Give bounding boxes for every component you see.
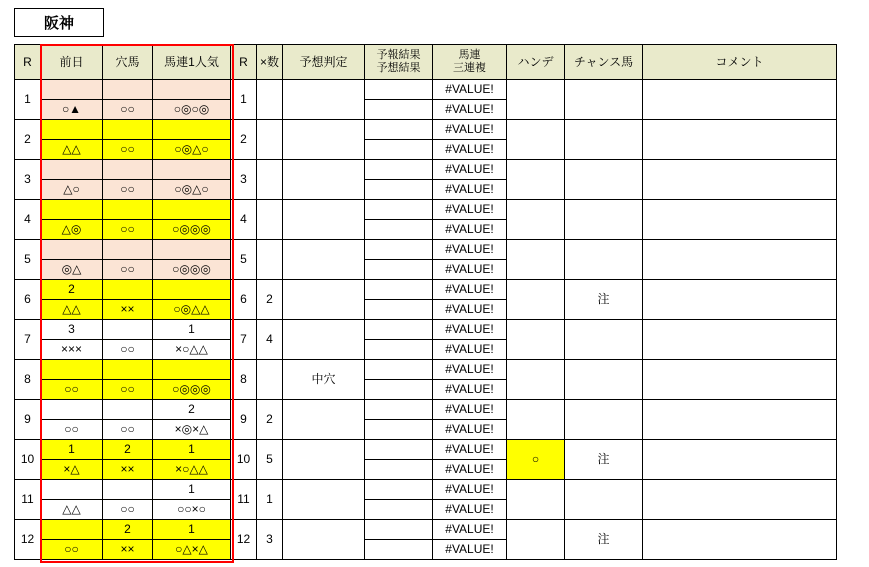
header-yohou-kekka-line2: 予想結果 — [376, 62, 421, 74]
cell-banren-marks[interactable]: ○△×△ — [153, 540, 231, 560]
table-row — [15, 280, 837, 300]
cell-sanrenpuku-value: #VALUE! — [433, 340, 507, 360]
cell-race-number: 5 — [15, 240, 41, 280]
cell-x-count[interactable]: 2 — [257, 400, 283, 440]
table-row — [15, 400, 837, 420]
cell-race-number-2: 11 — [231, 480, 257, 520]
cell-zenjitsu-count[interactable] — [41, 240, 103, 260]
cell-yosou-hantei[interactable] — [283, 200, 365, 240]
cell-x-count[interactable] — [257, 200, 283, 240]
cell-comment[interactable] — [643, 240, 837, 280]
cell-yohou-kekka[interactable] — [365, 80, 433, 100]
cell-zenjitsu-marks[interactable]: ○○ — [41, 540, 103, 560]
cell-sanrenpuku-value: #VALUE! — [433, 180, 507, 200]
cell-yohou-kekka[interactable] — [365, 500, 433, 520]
cell-race-number-2: 1 — [231, 80, 257, 120]
cell-anauma-count[interactable] — [103, 160, 153, 180]
cell-comment[interactable] — [643, 440, 837, 480]
race-table — [14, 44, 837, 560]
cell-zenjitsu-marks[interactable]: ××× — [41, 340, 103, 360]
cell-x-count[interactable]: 2 — [257, 280, 283, 320]
cell-hande[interactable] — [507, 120, 565, 160]
cell-hande[interactable]: ○ — [507, 440, 565, 480]
table-row — [15, 320, 837, 340]
cell-banren-value: #VALUE! — [433, 240, 507, 260]
table-row — [15, 160, 837, 180]
cell-banren-value: #VALUE! — [433, 80, 507, 100]
header-banren: 馬連 — [458, 49, 481, 62]
cell-banren-value: #VALUE! — [433, 200, 507, 220]
cell-zenjitsu-marks[interactable]: △△ — [41, 140, 103, 160]
cell-yosou-hantei[interactable] — [283, 240, 365, 280]
cell-yosou-hantei[interactable]: 中穴 — [283, 360, 365, 400]
cell-banren-value: #VALUE! — [433, 320, 507, 340]
cell-yosou-hantei[interactable] — [283, 280, 365, 320]
cell-yohou-kekka[interactable] — [365, 320, 433, 340]
cell-anauma-marks[interactable]: ×× — [103, 540, 153, 560]
cell-anauma-marks[interactable]: ○○ — [103, 380, 153, 400]
cell-chance-uma[interactable] — [565, 240, 643, 280]
cell-zenjitsu-count[interactable]: 1 — [41, 440, 103, 460]
header-x-suu: ×数 — [257, 45, 283, 80]
cell-chance-uma[interactable] — [565, 480, 643, 520]
header-r2: R — [231, 45, 257, 80]
cell-race-number-2: 10 — [231, 440, 257, 480]
table-row — [15, 360, 837, 380]
table-body — [15, 80, 837, 560]
cell-banren-count[interactable] — [153, 280, 231, 300]
cell-race-number: 3 — [15, 160, 41, 200]
cell-race-number: 9 — [15, 400, 41, 440]
cell-anauma-count[interactable] — [103, 240, 153, 260]
cell-x-count[interactable]: 4 — [257, 320, 283, 360]
cell-yohou-kekka[interactable] — [365, 340, 433, 360]
cell-chance-uma[interactable] — [565, 120, 643, 160]
cell-race-number-2: 12 — [231, 520, 257, 560]
cell-sanrenpuku-value: #VALUE! — [433, 380, 507, 400]
cell-sanrenpuku-value: #VALUE! — [433, 540, 507, 560]
table-row — [15, 200, 837, 220]
cell-yohou-kekka[interactable] — [365, 280, 433, 300]
cell-banren-count[interactable]: 2 — [153, 400, 231, 420]
sheet-title-box — [14, 8, 104, 37]
cell-chance-uma[interactable] — [565, 200, 643, 240]
cell-race-number-2: 4 — [231, 200, 257, 240]
cell-banren-value: #VALUE! — [433, 280, 507, 300]
table-header-row — [15, 45, 837, 80]
cell-comment[interactable] — [643, 320, 837, 360]
cell-zenjitsu-marks[interactable]: ◎△ — [41, 260, 103, 280]
cell-banren-count[interactable]: 1 — [153, 480, 231, 500]
cell-banren-marks[interactable]: ○◎△○ — [153, 180, 231, 200]
header-zenjitsu: 前日 — [41, 45, 103, 80]
cell-yohou-kekka[interactable] — [365, 460, 433, 480]
cell-zenjitsu-count[interactable] — [41, 360, 103, 380]
cell-banren-count[interactable] — [153, 120, 231, 140]
cell-race-number: 10 — [15, 440, 41, 480]
cell-yosou-hantei[interactable] — [283, 400, 365, 440]
cell-banren-count[interactable] — [153, 240, 231, 260]
cell-hande[interactable] — [507, 520, 565, 560]
cell-x-count[interactable] — [257, 240, 283, 280]
cell-banren-value: #VALUE! — [433, 360, 507, 380]
cell-anauma-marks[interactable]: ×× — [103, 460, 153, 480]
cell-banren-marks[interactable]: ×◎×△ — [153, 420, 231, 440]
cell-yohou-kekka[interactable] — [365, 240, 433, 260]
cell-race-number: 7 — [15, 320, 41, 360]
cell-zenjitsu-marks[interactable]: ○▲ — [41, 100, 103, 120]
cell-anauma-marks[interactable]: ○○ — [103, 340, 153, 360]
cell-anauma-marks[interactable]: ○○ — [103, 100, 153, 120]
table-row — [15, 440, 837, 460]
sheet-title: 阪神 — [43, 15, 74, 32]
table-row — [15, 120, 837, 140]
cell-race-number: 8 — [15, 360, 41, 400]
header-hande: ハンデ — [507, 45, 565, 80]
cell-race-number-2: 2 — [231, 120, 257, 160]
cell-anauma-count[interactable]: 2 — [103, 440, 153, 460]
cell-chance-uma[interactable]: 注 — [565, 520, 643, 560]
cell-sanrenpuku-value: #VALUE! — [433, 460, 507, 480]
cell-comment[interactable] — [643, 160, 837, 200]
cell-banren-value: #VALUE! — [433, 400, 507, 420]
table-row — [15, 520, 837, 540]
cell-sanrenpuku-value: #VALUE! — [433, 500, 507, 520]
cell-race-number-2: 8 — [231, 360, 257, 400]
cell-zenjitsu-marks[interactable]: △◎ — [41, 220, 103, 240]
header-yohou-kekka-line1: 予報結果 — [376, 49, 421, 62]
table-row — [15, 480, 837, 500]
cell-hande[interactable] — [507, 200, 565, 240]
cell-chance-uma[interactable] — [565, 400, 643, 440]
cell-hande[interactable] — [507, 480, 565, 520]
cell-banren-marks[interactable]: ○◎◎◎ — [153, 260, 231, 280]
cell-yosou-hantei[interactable] — [283, 80, 365, 120]
cell-comment[interactable] — [643, 400, 837, 440]
cell-anauma-marks[interactable]: ○○ — [103, 220, 153, 240]
cell-comment[interactable] — [643, 80, 837, 120]
cell-sanrenpuku-value: #VALUE! — [433, 260, 507, 280]
cell-yohou-kekka[interactable] — [365, 260, 433, 280]
cell-comment[interactable] — [643, 280, 837, 320]
cell-zenjitsu-count[interactable] — [41, 120, 103, 140]
cell-anauma-count[interactable] — [103, 480, 153, 500]
cell-race-number: 12 — [15, 520, 41, 560]
cell-yohou-kekka[interactable] — [365, 420, 433, 440]
cell-hande[interactable] — [507, 320, 565, 360]
cell-comment[interactable] — [643, 120, 837, 160]
cell-race-number: 11 — [15, 480, 41, 520]
cell-anauma-count[interactable] — [103, 400, 153, 420]
cell-yohou-kekka[interactable] — [365, 360, 433, 380]
cell-race-number-2: 3 — [231, 160, 257, 200]
cell-zenjitsu-marks[interactable]: ○○ — [41, 380, 103, 400]
cell-zenjitsu-count[interactable] — [41, 160, 103, 180]
cell-yohou-kekka[interactable] — [365, 180, 433, 200]
cell-banren-value: #VALUE! — [433, 480, 507, 500]
cell-race-number-2: 7 — [231, 320, 257, 360]
cell-hande[interactable] — [507, 400, 565, 440]
cell-banren-marks[interactable]: ×○△△ — [153, 460, 231, 480]
cell-chance-uma[interactable] — [565, 160, 643, 200]
cell-zenjitsu-marks[interactable]: △○ — [41, 180, 103, 200]
header-chance-uma: チャンス馬 — [565, 45, 643, 80]
header-r1: R — [15, 45, 41, 80]
cell-banren-marks[interactable]: ○◎◎◎ — [153, 380, 231, 400]
cell-banren-marks[interactable]: ○◎○◎ — [153, 100, 231, 120]
cell-anauma-marks[interactable]: ○○ — [103, 260, 153, 280]
cell-hande[interactable] — [507, 240, 565, 280]
cell-banren-value: #VALUE! — [433, 120, 507, 140]
header-banren-ninki: 馬連1人気 — [153, 45, 231, 80]
cell-banren-marks[interactable]: ○◎△○ — [153, 140, 231, 160]
cell-yohou-kekka[interactable] — [365, 120, 433, 140]
cell-x-count[interactable]: 5 — [257, 440, 283, 480]
cell-race-number: 2 — [15, 120, 41, 160]
cell-banren-marks[interactable]: ○○×○ — [153, 500, 231, 520]
cell-chance-uma[interactable] — [565, 80, 643, 120]
cell-x-count[interactable] — [257, 160, 283, 200]
cell-yosou-hantei[interactable] — [283, 480, 365, 520]
cell-banren-value: #VALUE! — [433, 160, 507, 180]
table-row — [15, 80, 837, 100]
cell-comment[interactable] — [643, 200, 837, 240]
cell-anauma-count[interactable] — [103, 280, 153, 300]
cell-anauma-count[interactable] — [103, 80, 153, 100]
cell-zenjitsu-count[interactable]: 3 — [41, 320, 103, 340]
cell-yohou-kekka[interactable] — [365, 200, 433, 220]
cell-banren-count[interactable]: 1 — [153, 320, 231, 340]
cell-yosou-hantei[interactable] — [283, 440, 365, 480]
cell-anauma-marks[interactable]: ○○ — [103, 140, 153, 160]
cell-banren-count[interactable] — [153, 360, 231, 380]
cell-yohou-kekka[interactable] — [365, 300, 433, 320]
cell-yosou-hantei[interactable] — [283, 320, 365, 360]
cell-yohou-kekka[interactable] — [365, 380, 433, 400]
cell-zenjitsu-count[interactable] — [41, 480, 103, 500]
cell-yohou-kekka[interactable] — [365, 520, 433, 540]
cell-zenjitsu-count[interactable] — [41, 200, 103, 220]
cell-sanrenpuku-value: #VALUE! — [433, 140, 507, 160]
cell-anauma-count[interactable] — [103, 360, 153, 380]
cell-x-count[interactable] — [257, 360, 283, 400]
cell-banren-marks[interactable]: ×○△△ — [153, 340, 231, 360]
cell-chance-uma[interactable] — [565, 320, 643, 360]
cell-banren-value: #VALUE! — [433, 440, 507, 460]
cell-sanrenpuku-value: #VALUE! — [433, 100, 507, 120]
cell-yohou-kekka[interactable] — [365, 440, 433, 460]
header-banren-sanrenpuku — [433, 45, 507, 80]
cell-comment[interactable] — [643, 360, 837, 400]
cell-banren-count[interactable] — [153, 80, 231, 100]
cell-zenjitsu-count[interactable]: 2 — [41, 280, 103, 300]
cell-race-number: 1 — [15, 80, 41, 120]
cell-yohou-kekka[interactable] — [365, 480, 433, 500]
cell-anauma-count[interactable] — [103, 320, 153, 340]
cell-hande[interactable] — [507, 80, 565, 120]
cell-sanrenpuku-value: #VALUE! — [433, 220, 507, 240]
cell-banren-count[interactable] — [153, 160, 231, 180]
cell-yohou-kekka[interactable] — [365, 220, 433, 240]
table-row — [15, 240, 837, 260]
cell-x-count[interactable]: 3 — [257, 520, 283, 560]
cell-anauma-count[interactable] — [103, 200, 153, 220]
cell-sanrenpuku-value: #VALUE! — [433, 300, 507, 320]
cell-yohou-kekka[interactable] — [365, 140, 433, 160]
cell-zenjitsu-count[interactable] — [41, 80, 103, 100]
header-anauma: 穴馬 — [103, 45, 153, 80]
cell-banren-marks[interactable]: ○◎◎◎ — [153, 220, 231, 240]
cell-race-number: 6 — [15, 280, 41, 320]
cell-anauma-marks[interactable]: ○○ — [103, 420, 153, 440]
cell-chance-uma[interactable]: 注 — [565, 280, 643, 320]
cell-anauma-count[interactable] — [103, 120, 153, 140]
cell-chance-uma[interactable]: 注 — [565, 440, 643, 480]
cell-x-count[interactable] — [257, 120, 283, 160]
cell-banren-value: #VALUE! — [433, 520, 507, 540]
cell-x-count[interactable] — [257, 80, 283, 120]
cell-yosou-hantei[interactable] — [283, 520, 365, 560]
cell-comment[interactable] — [643, 520, 837, 560]
cell-zenjitsu-marks[interactable]: △△ — [41, 500, 103, 520]
cell-zenjitsu-marks[interactable]: ○○ — [41, 420, 103, 440]
cell-anauma-count[interactable]: 2 — [103, 520, 153, 540]
cell-zenjitsu-marks[interactable]: ×△ — [41, 460, 103, 480]
header-yosou-hantei: 予想判定 — [283, 45, 365, 80]
cell-yohou-kekka[interactable] — [365, 160, 433, 180]
cell-anauma-marks[interactable]: ×× — [103, 300, 153, 320]
header-comment: コメント — [643, 45, 837, 80]
cell-yohou-kekka[interactable] — [365, 100, 433, 120]
cell-banren-marks[interactable]: ○◎△△ — [153, 300, 231, 320]
cell-sanrenpuku-value: #VALUE! — [433, 420, 507, 440]
cell-zenjitsu-marks[interactable]: △△ — [41, 300, 103, 320]
cell-yosou-hantei[interactable] — [283, 120, 365, 160]
cell-hande[interactable] — [507, 160, 565, 200]
cell-yosou-hantei[interactable] — [283, 160, 365, 200]
cell-hande[interactable] — [507, 280, 565, 320]
header-yohou-kekka — [365, 45, 433, 80]
cell-race-number-2: 6 — [231, 280, 257, 320]
cell-banren-count[interactable]: 1 — [153, 520, 231, 540]
cell-race-number-2: 5 — [231, 240, 257, 280]
cell-race-number-2: 9 — [231, 400, 257, 440]
cell-hande[interactable] — [507, 360, 565, 400]
cell-x-count[interactable]: 1 — [257, 480, 283, 520]
cell-anauma-marks[interactable]: ○○ — [103, 500, 153, 520]
cell-comment[interactable] — [643, 480, 837, 520]
cell-yohou-kekka[interactable] — [365, 540, 433, 560]
cell-zenjitsu-count[interactable] — [41, 400, 103, 420]
cell-yohou-kekka[interactable] — [365, 400, 433, 420]
cell-banren-count[interactable] — [153, 200, 231, 220]
cell-chance-uma[interactable] — [565, 360, 643, 400]
cell-race-number: 4 — [15, 200, 41, 240]
header-sanrenpuku: 三連複 — [453, 62, 486, 74]
cell-banren-count[interactable]: 1 — [153, 440, 231, 460]
cell-zenjitsu-count[interactable] — [41, 520, 103, 540]
cell-anauma-marks[interactable]: ○○ — [103, 180, 153, 200]
